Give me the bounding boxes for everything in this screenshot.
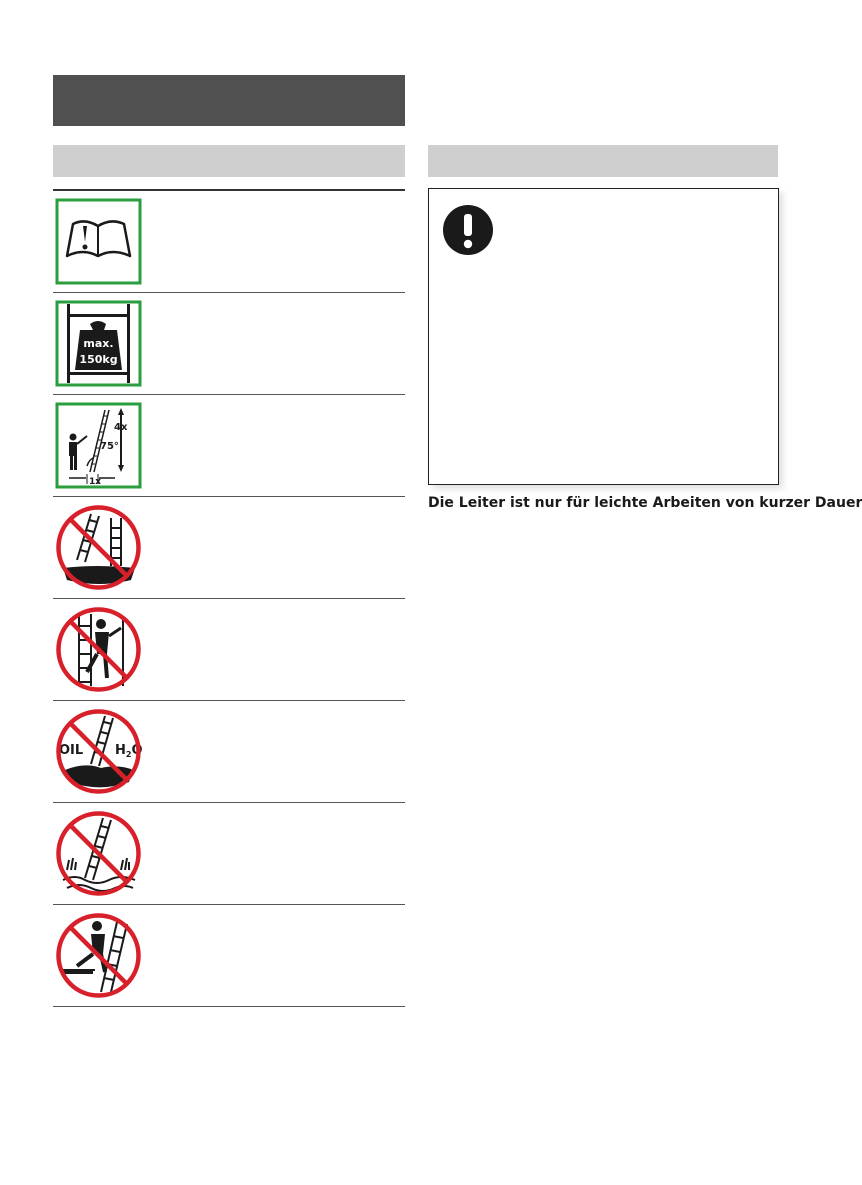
no-stepping-off-side-icon — [55, 912, 142, 999]
symbol-row — [53, 293, 405, 395]
right-section-bar — [428, 145, 778, 177]
ladder-angle-75-icon — [55, 402, 142, 489]
symbol-row — [53, 803, 405, 905]
symbol-row — [53, 701, 405, 803]
weight-label-bottom: 150kg — [79, 353, 118, 366]
angle-label: 75° — [100, 441, 119, 452]
weight-label-top: max. — [83, 337, 114, 350]
exclamation-icon — [442, 204, 494, 256]
symbol-row — [53, 599, 405, 701]
header-bar — [53, 75, 405, 126]
warning-box — [428, 188, 779, 485]
symbol-row — [53, 191, 405, 293]
symbol-row — [53, 905, 405, 1007]
no-soft-ground-icon — [55, 810, 142, 897]
oil-label: OIL — [59, 743, 84, 758]
symbol-row — [53, 497, 405, 599]
ladder-usage-note: Die Leiter ist nur für leichte Arbeiten von kurzer Dauer — [428, 495, 862, 511]
ratio-label-top: 4x — [114, 422, 128, 433]
no-unstable-ground-icon — [55, 504, 142, 591]
read-manual-icon — [55, 198, 142, 285]
symbol-row — [53, 395, 405, 497]
max-load-150kg-icon — [55, 300, 142, 387]
ratio-label-bottom: 1x — [89, 477, 102, 487]
water-label: $H_2O$ — [115, 743, 143, 759]
symbol-list — [53, 189, 405, 1007]
left-section-bar — [53, 145, 405, 177]
no-slippery-surface-icon — [55, 708, 142, 795]
no-leaning-sideways-icon — [55, 606, 142, 693]
